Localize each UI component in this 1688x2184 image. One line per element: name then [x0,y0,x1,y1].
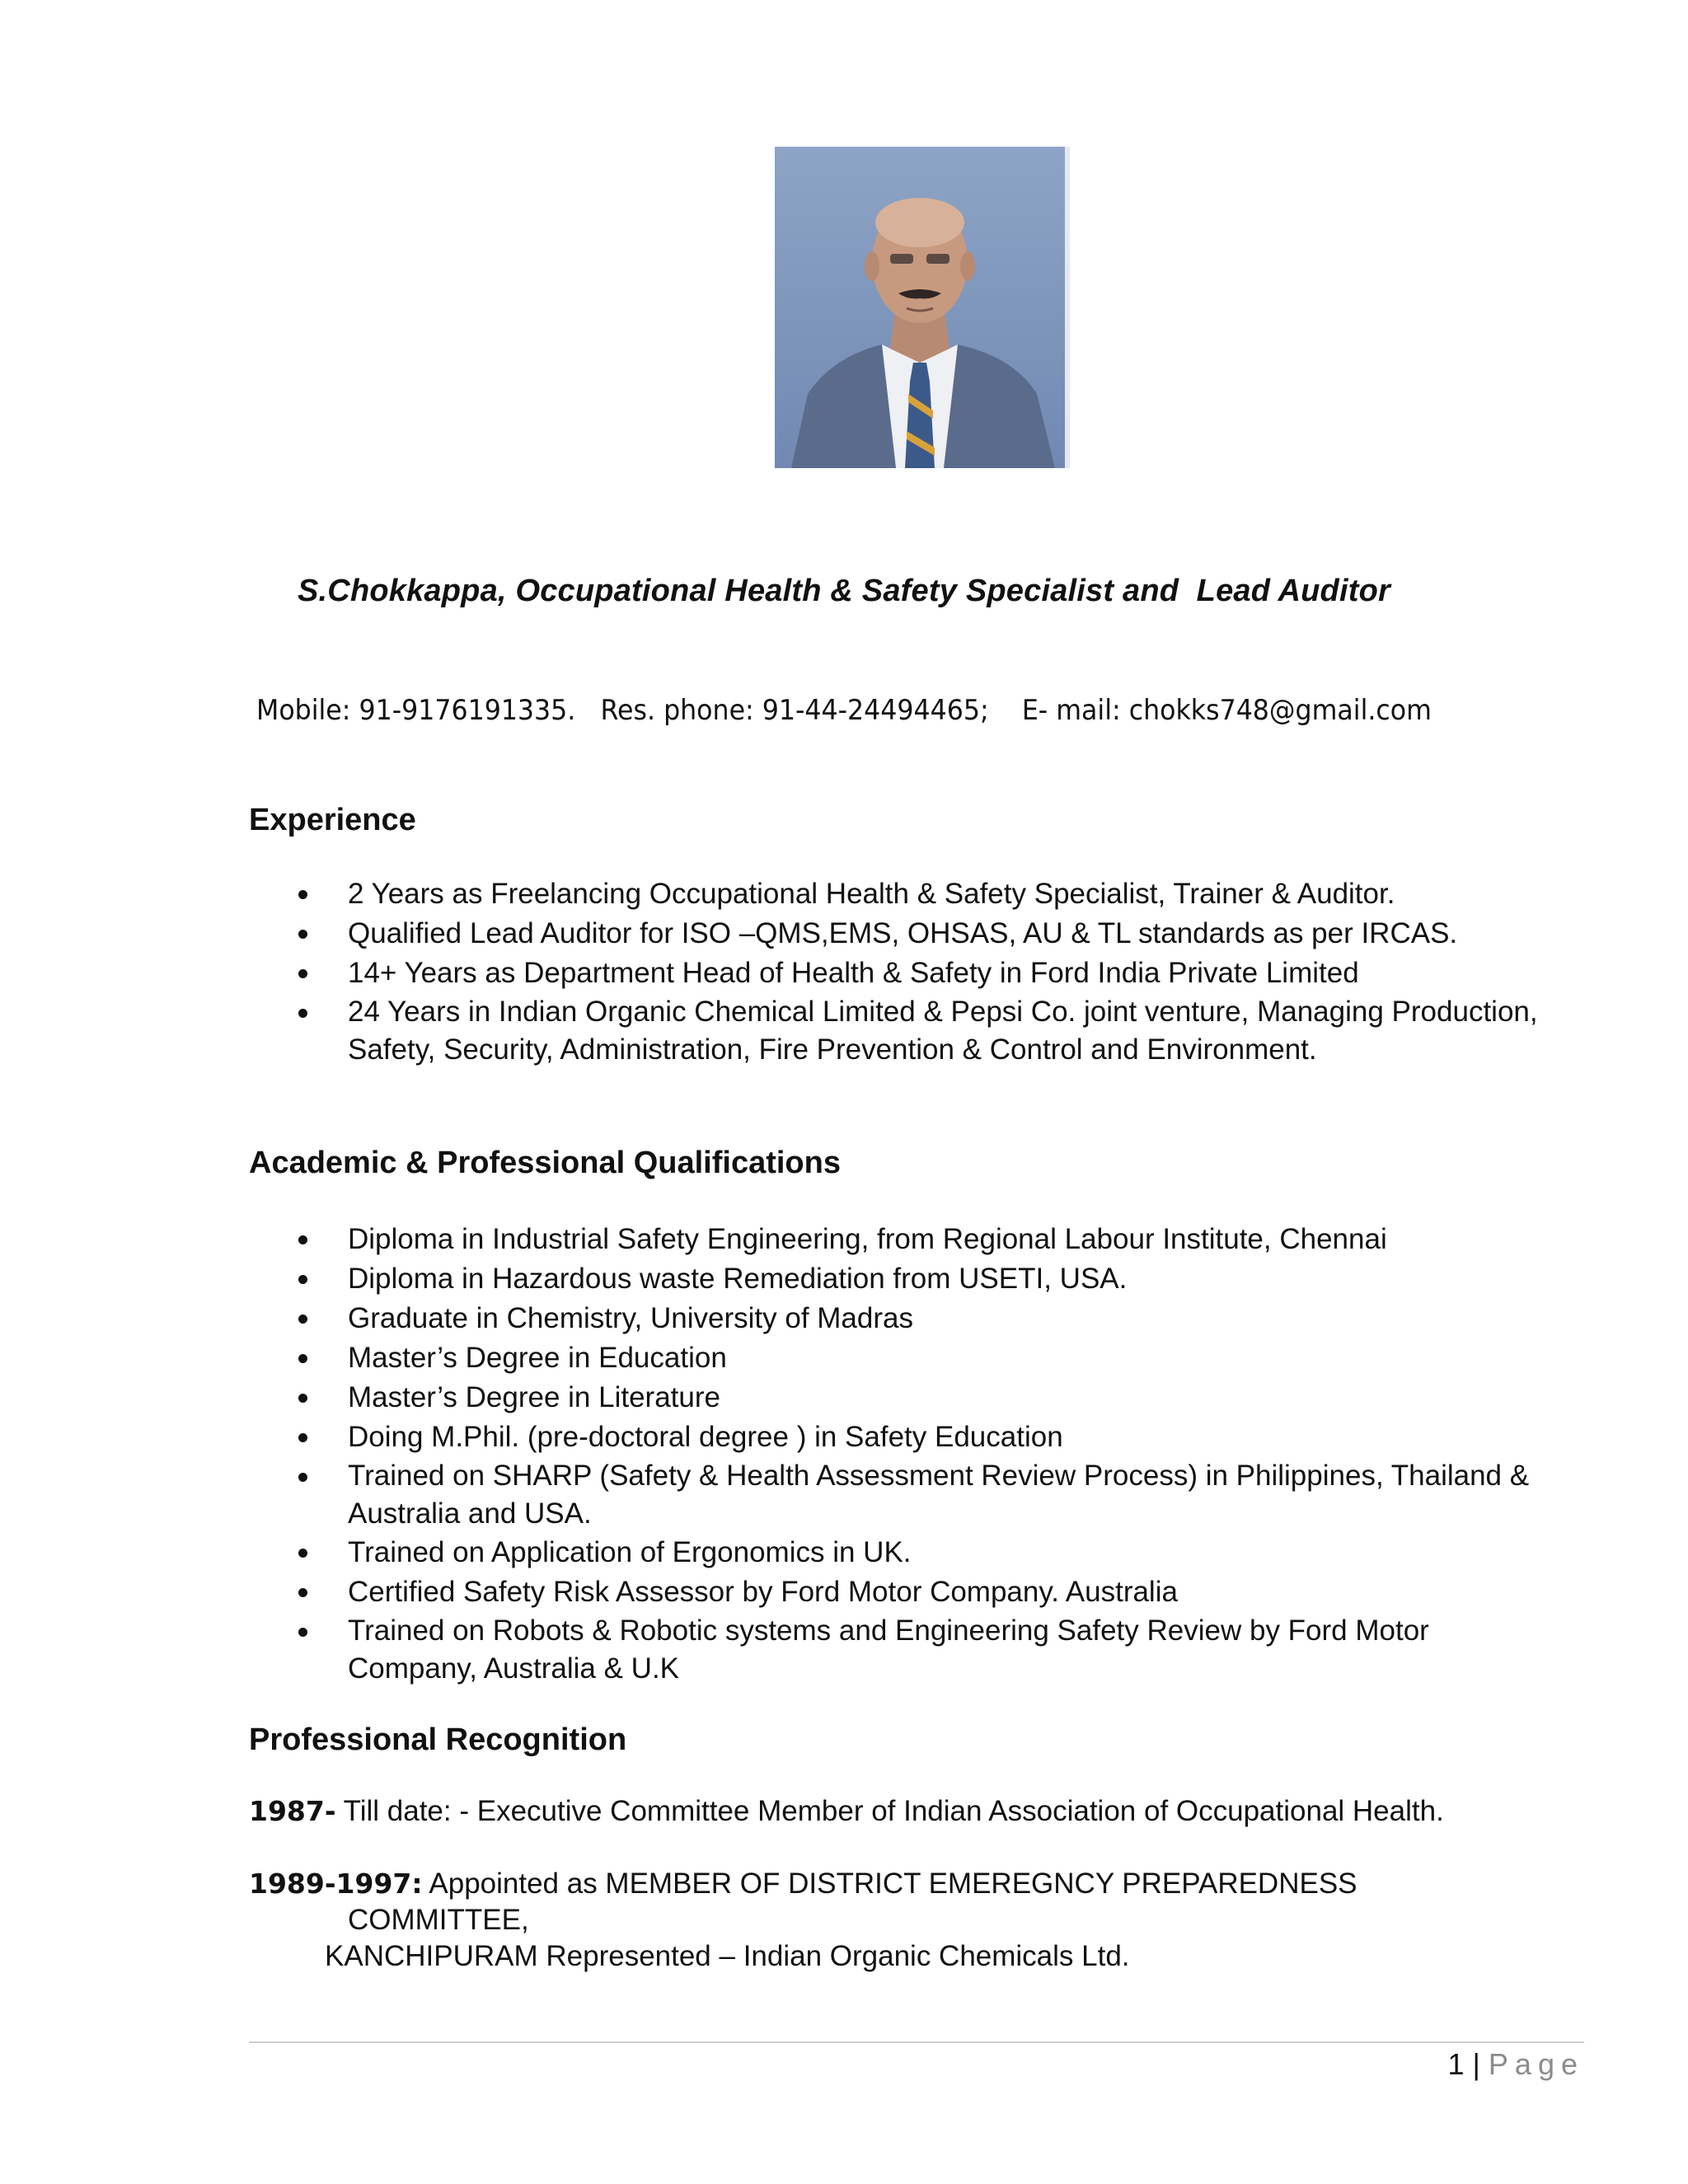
recognition-entry [249,1793,1584,1830]
qualifications-list [249,1220,1584,1688]
recognition-year: 1987- [249,1795,336,1827]
experience-heading: Experience [249,803,416,837]
list-item: Graduate in Chemistry, University of Madras [249,1299,1584,1338]
contact-info: Mobile: 91-9176191335. Res. phone: 91-44-24494465; E- mail: chokks748@gmail.com [256,694,1432,727]
footer-divider [249,2041,1584,2043]
bullet-icon [298,1473,307,1482]
bullet-icon [298,1549,307,1558]
list-item: Master’s Degree in Education [249,1338,1584,1378]
list-item: Diploma in Hazardous waste Remediation from USETI, USA. [249,1259,1584,1299]
list-item: Diploma in Industrial Safety Engineering, from Regional Labour Institute, Chennai [249,1220,1584,1259]
bullet-icon [298,969,307,978]
bullet-icon [298,1354,307,1363]
bullet-icon [298,1433,307,1442]
bullet-icon [298,1009,307,1018]
list-item: Trained on Robots & Robotic systems and Engineering Safety Review by Ford Motor Company, Australia & U.K [249,1612,1584,1688]
bullet-icon [298,1275,307,1284]
recognition-year: 1989-1997: [249,1868,423,1900]
bullet-icon [298,1394,307,1403]
recognition-heading: Professional Recognition [249,1722,627,1757]
list-item: Trained on Application of Ergonomics in UK. [249,1533,1584,1572]
list-item: Qualified Lead Auditor for ISO –QMS,EMS, OHSAS, AU & TL standards as per IRCAS. [249,914,1584,954]
recognition-text-cont: COMMITTEE, [348,1904,529,1936]
bullet-icon [298,930,307,939]
bullet-icon [298,890,307,899]
bullet-icon [298,1235,307,1244]
bullet-icon [298,1588,307,1597]
list-item: Trained on SHARP (Safety & Health Assessment Review Process) in Philippines, Thailand & Australia and USA. [249,1457,1584,1533]
profile-photo [775,147,1070,468]
recognition-entry [249,1866,1584,1975]
list-item: Master’s Degree in Literature [249,1378,1584,1418]
list-item: 2 Years as Freelancing Occupational Health & Safety Specialist, Trainer & Auditor. [249,874,1584,914]
qualifications-heading: Academic & Professional Qualifications [249,1146,841,1180]
bullet-icon [298,1315,307,1324]
list-item: Certified Safety Risk Assessor by Ford Motor Company. Australia [249,1572,1584,1612]
list-item: Doing M.Phil. (pre-doctoral degree ) in Safety Education [249,1418,1584,1457]
experience-list [249,874,1584,1069]
bullet-icon [298,1628,307,1637]
resume-title: S.Chokkappa, Occupational Health & Safety Specialist and Lead Auditor [298,574,1390,608]
page-number: 1 | Page [1447,2047,1584,2081]
list-item: 24 Years in Indian Organic Chemical Limited & Pepsi Co. joint venture, Managing Production, Safety, Security, Administration, Fire Prevention & Control and Environment. [249,993,1584,1069]
list-item: 14+ Years as Department Head of Health & Safety in Ford India Private Limited [249,954,1584,993]
recognition-text: Till date: - Executive Committee Member of Indian Association of Occupational Health. [335,1795,1444,1827]
recognition-text: Appointed as MEMBER OF DISTRICT EMEREGNCY PREPAREDNESS [422,1868,1357,1900]
recognition-text-cont: KANCHIPURAM Represented – Indian Organic Chemicals Ltd. [325,1940,1130,1972]
